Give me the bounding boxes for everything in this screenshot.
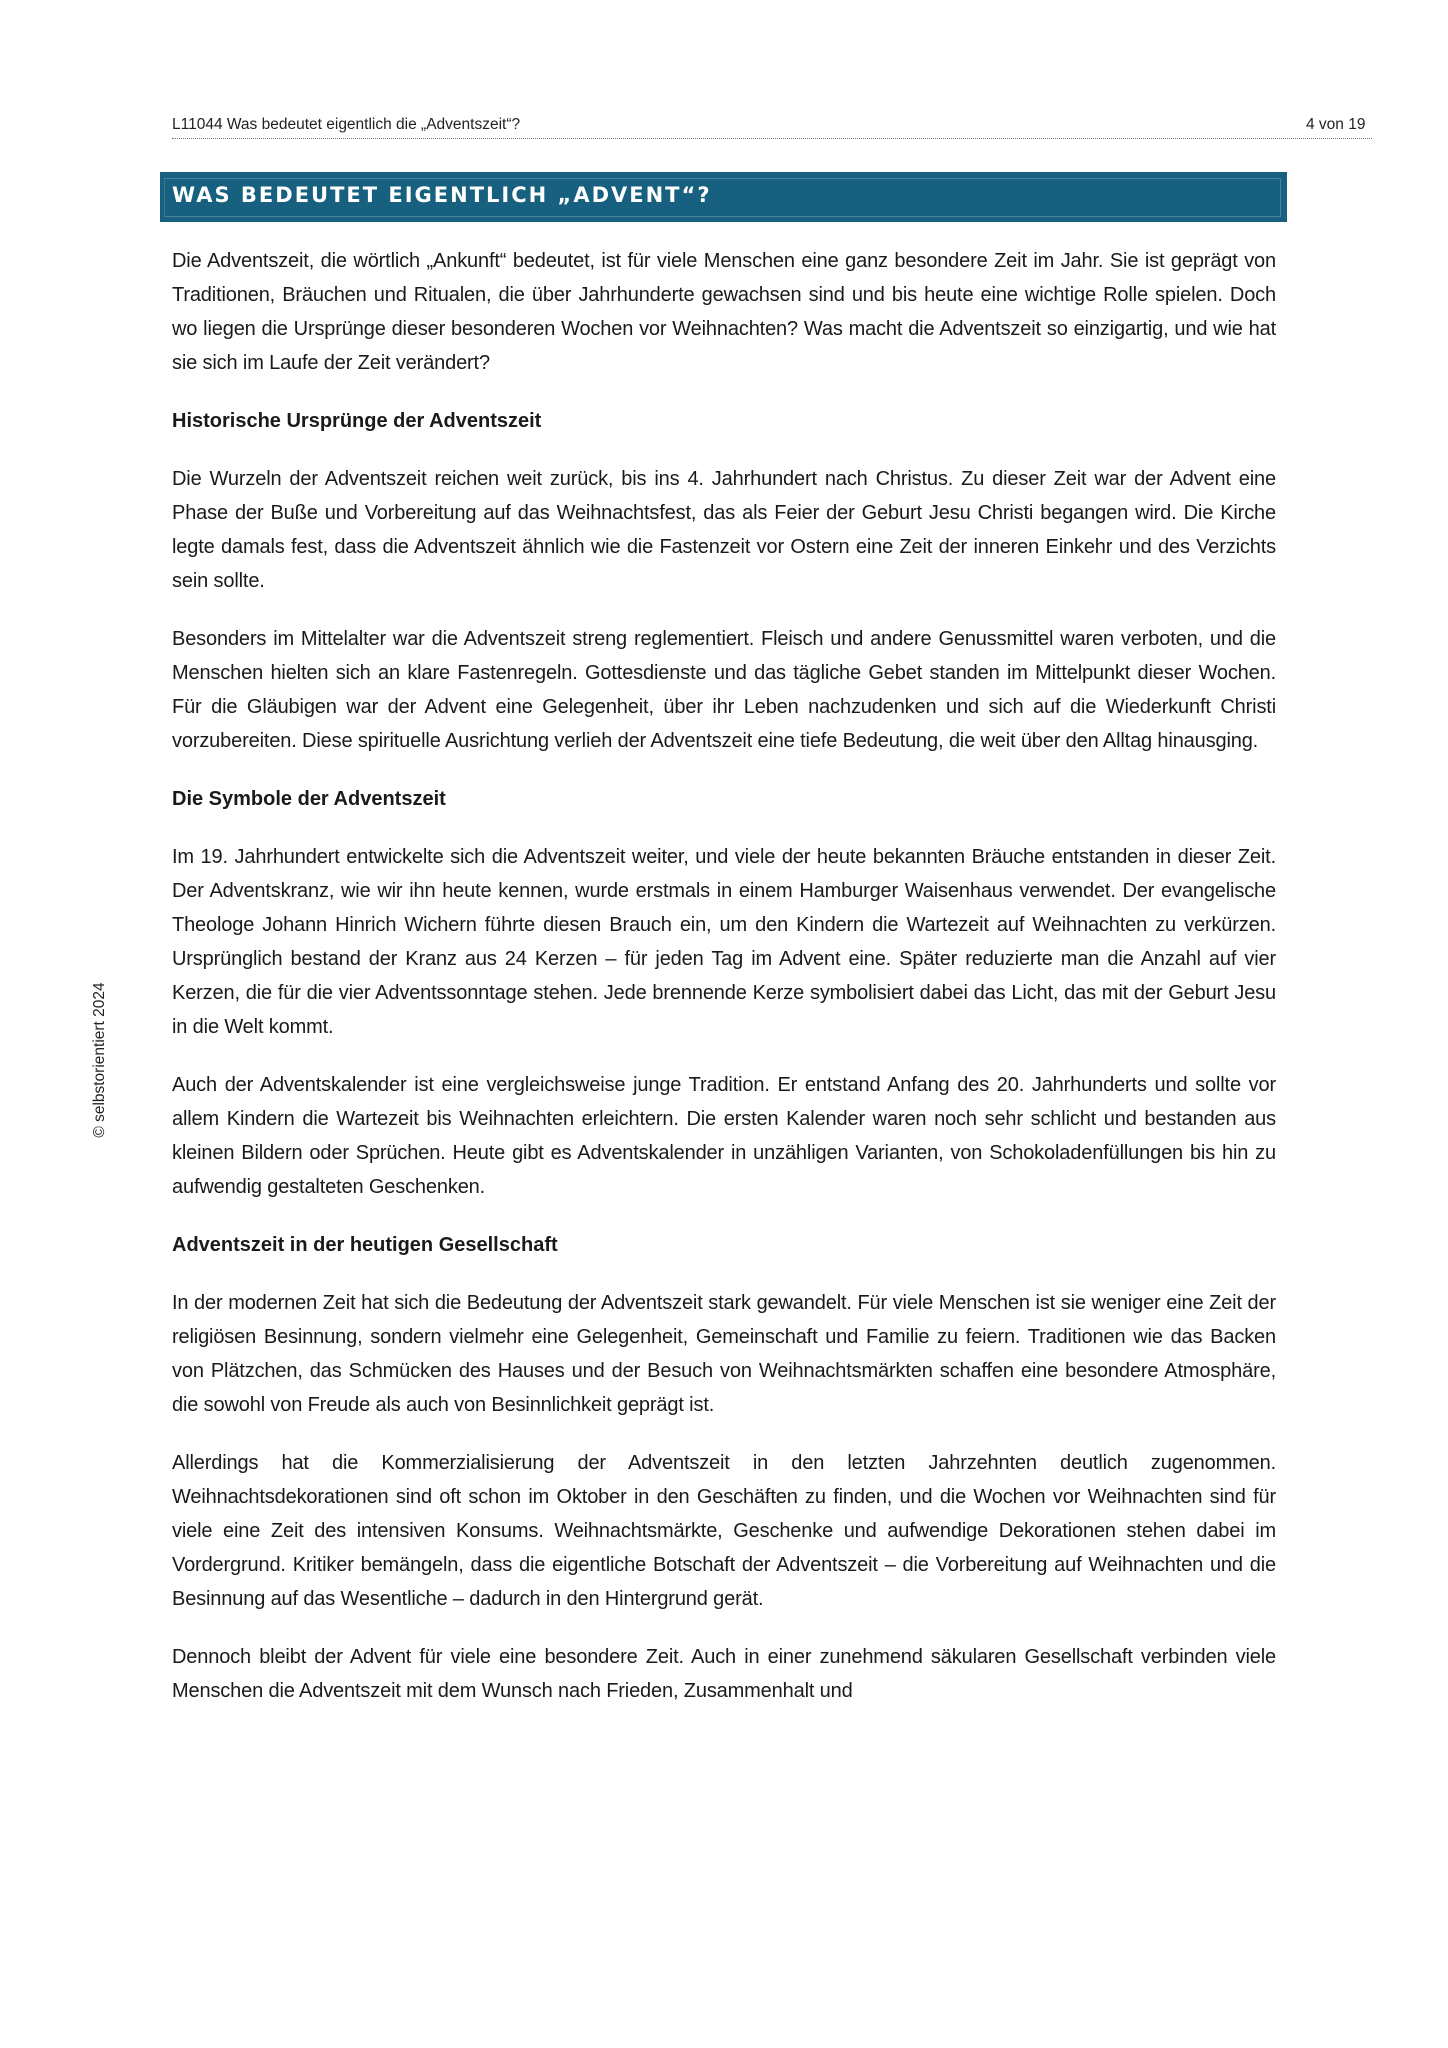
body-paragraph: Dennoch bleibt der Advent für viele eine besondere Zeit. Auch in einer zunehmend säkularen Gesellschaft verbinden viele Menschen die Adventszeit mit dem Wunsch nach Frieden, Zusammenhalt und <box>172 1646 1276 1702</box>
intro-paragraph: Die Adventszeit, die wörtlich „Ankunft“ bedeutet, ist für viele Menschen eine ganz besondere Zeit im Jahr. Sie ist geprägt von Traditionen, Bräuchen und Ritualen, die über Jahrhunderte gewachsen sind und bis heute eine wichtige Rolle spielen. Doch wo liegen die Ursprünge dieser besonderen Wochen vor Weihnachten? Was macht die Adventszeit so einzigartig, und wie hat sie sich im Laufe der Zeit verändert? <box>172 250 1276 374</box>
body-paragraph: Besonders im Mittelalter war die Adventszeit streng reglementiert. Fleisch und andere Genussmittel waren verboten, und die Menschen hielten sich an klare Fastenregeln. Gottesdienste und das tägliche Gebet standen im Mittelpunkt dieser Wochen. Für die Gläubigen war der Advent eine Gelegenheit, über ihr Leben nachzudenken und sich auf die Wiederkunft Christi vorzubereiten. Diese spirituelle Ausrichtung verlieh der Adventszeit eine tiefe Bedeutung, die weit über den Alltag hinausging. <box>172 628 1276 752</box>
body-paragraph: Die Wurzeln der Adventszeit reichen weit zurück, bis ins 4. Jahrhundert nach Christus. Zu dieser Zeit war der Advent eine Phase der Buße und Vorbereitung auf das Weihnachtsfest, das als Feier der Geburt Jesu Christi begangen wird. Die Kirche legte damals fest, dass die Adventszeit ähnlich wie die Fastenzeit vor Ostern eine Zeit der inneren Einkehr und des Verzichts sein sollte. <box>172 468 1276 592</box>
section-heading: Adventszeit in der heutigen Gesellschaft <box>172 1234 558 1256</box>
body-paragraph: Im 19. Jahrhundert entwickelte sich die Adventszeit weiter, und viele der heute bekannten Bräuche entstanden in dieser Zeit. Der Adventskranz, wie wir ihn heute kennen, wurde erstmals in einem Hamburger Waisenhaus verwendet. Der evangelische Theologe Johann Hinrich Wichern führte diesen Brauch ein, um den Kindern die Wartezeit auf Weihnachten zu verkürzen. Ursprünglich bestand der Kranz aus 24 Kerzen – für jeden Tag im Advent eine. Später reduzierte man die Anzahl auf vier Kerzen, die für die vier Adventssonntage stehen. Jede brennende Kerze symbolisiert dabei das Licht, das mit der Geburt Jesu in die Welt kommt. <box>172 846 1276 1038</box>
document-title: L11044 Was bedeutet eigentlich die „Adventszeit“? <box>172 116 521 133</box>
body-paragraph: Auch der Adventskalender ist eine vergleichsweise junge Tradition. Er entstand Anfang des 20. Jahrhunderts und sollte vor allem Kindern die Wartezeit bis Weihnachten erleichtern. Die ersten Kalender waren noch sehr schlicht und bestanden aus kleinen Bildern oder Sprüchen. Heute gibt es Adventskalender in unzähligen Varianten, von Schokoladenfüllungen bis hin zu aufwendig gestalteten Geschenken. <box>172 1074 1276 1198</box>
page-number: 4 von 19 <box>1306 116 1366 133</box>
section-heading: Historische Ursprünge der Adventszeit <box>172 410 542 432</box>
page-header <box>172 114 1372 139</box>
body-paragraph: In der modernen Zeit hat sich die Bedeutung der Adventszeit stark gewandelt. Für viele Menschen ist sie weniger eine Zeit der religiösen Besinnung, sondern vielmehr eine Gelegenheit, Gemeinschaft und Familie zu feiern. Traditionen wie das Backen von Plätzchen, das Schmücken des Hauses und der Besuch von Weihnachtsmärkten schaffen eine besondere Atmosphäre, die sowohl von Freude als auch von Besinnlichkeit geprägt ist. <box>172 1292 1276 1416</box>
section-title-bar <box>160 172 1287 222</box>
copyright-note: © selbstorientiert 2024 <box>91 982 108 1138</box>
body-paragraph: Allerdings hat die Kommerzialisierung der Adventszeit in den letzten Jahrzehnten deutlich zugenommen. Weihnachtsdekorationen sind oft schon im Oktober in den Geschäften zu finden, und die Wochen vor Weihnachten sind für viele eine Zeit des intensiven Konsums. Weihnachtsmärkte, Geschenke und aufwendige Dekorationen stehen dabei im Vordergrund. Kritiker bemängeln, dass die eigentliche Botschaft der Adventszeit – die Vorbereitung auf Weihnachten und die Besinnung auf das Wesentliche – dadurch in den Hintergrund gerät. <box>172 1452 1276 1610</box>
section-title: WAS BEDEUTET EIGENTLICH „ADVENT“? <box>172 183 712 207</box>
section-heading: Die Symbole der Adventszeit <box>172 788 446 810</box>
document-body <box>172 244 1276 1732</box>
